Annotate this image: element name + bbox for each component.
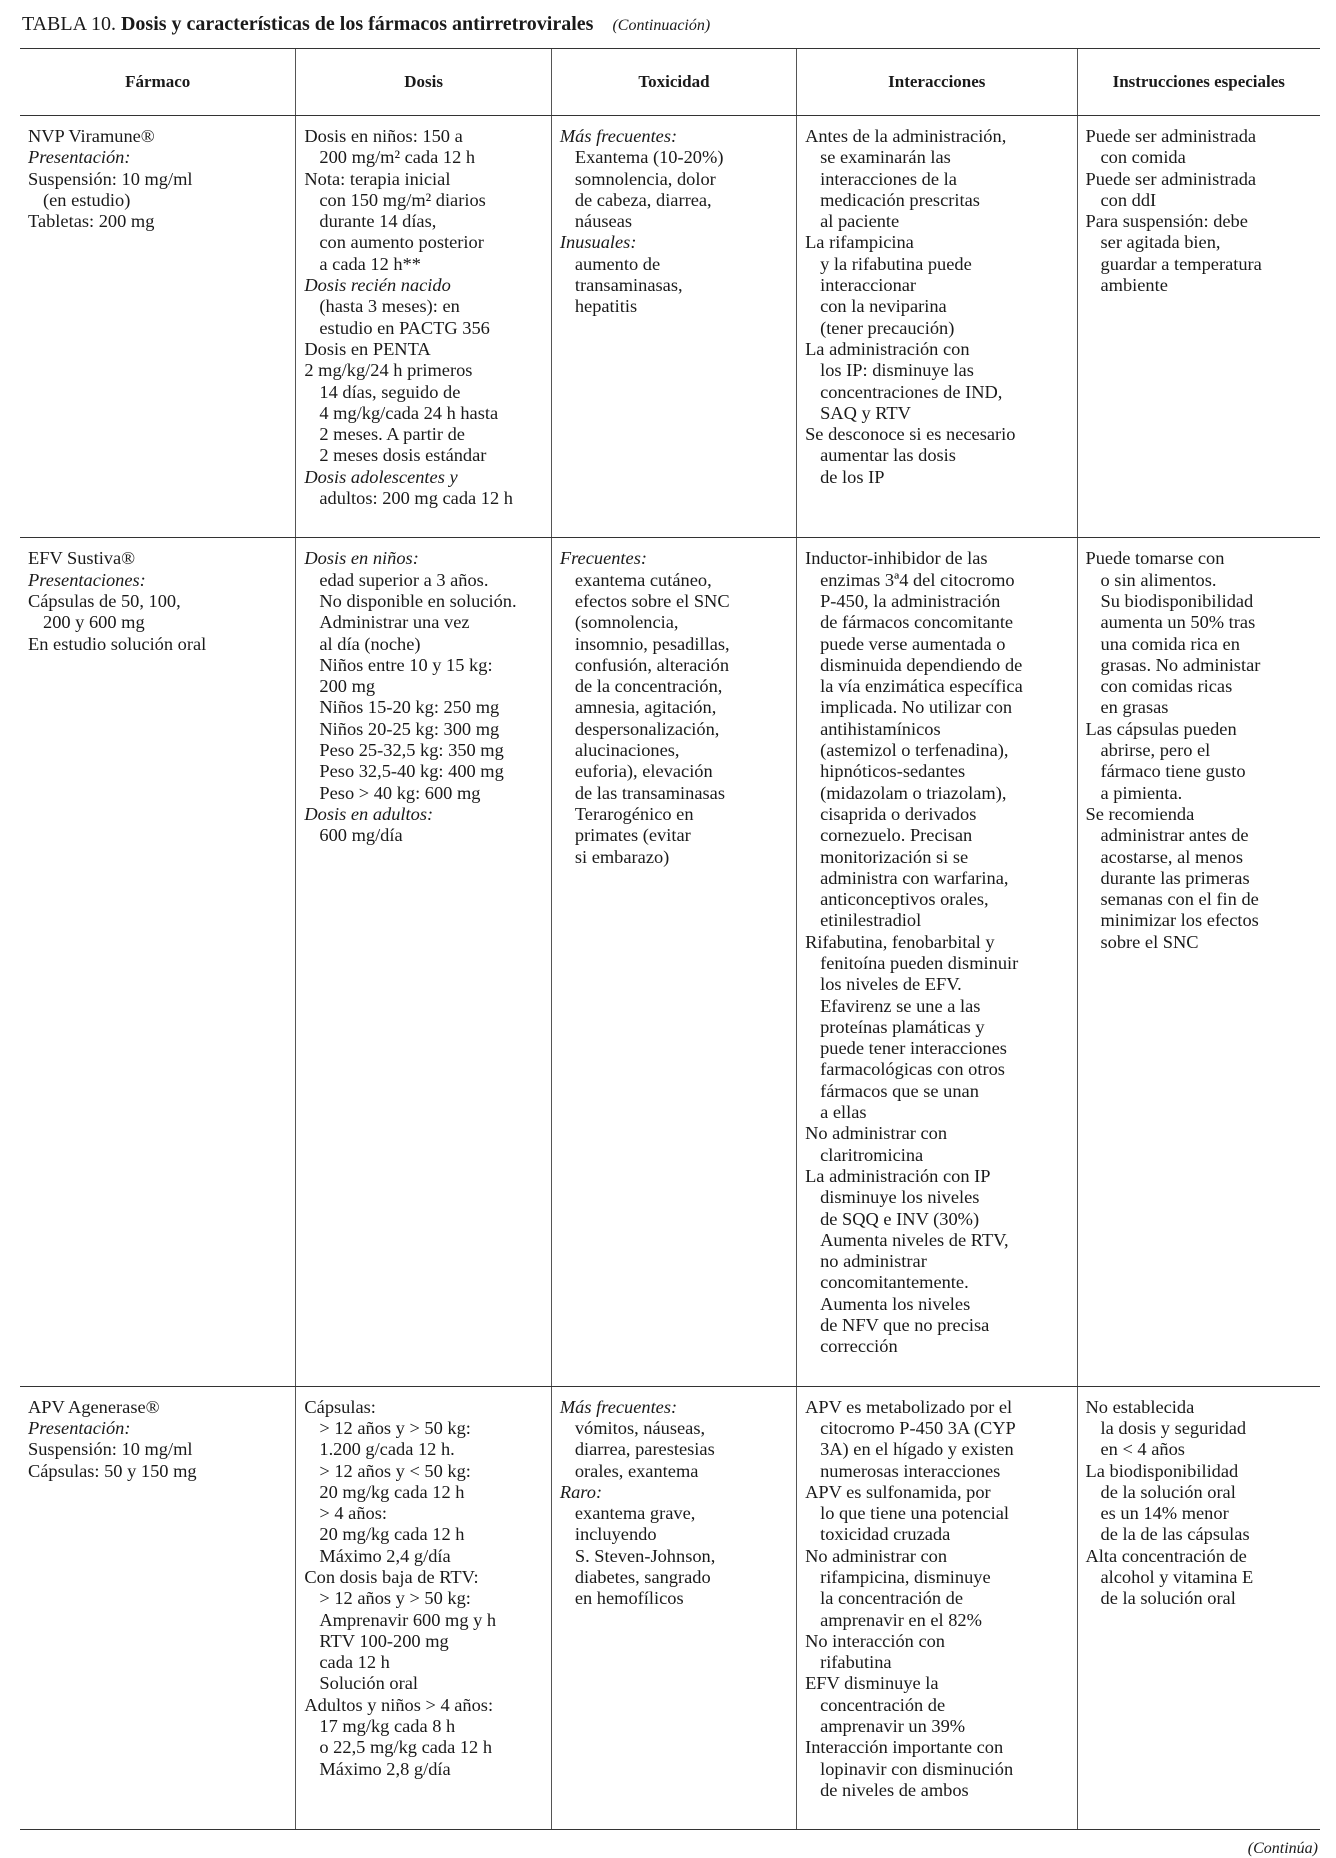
toxicidad-cell <box>551 1386 796 1830</box>
cell-text-line: aumentar las dosis <box>820 445 956 466</box>
cell-text-line: Niños 20-25 kg: 300 mg <box>319 718 500 739</box>
cell-text-line: No interacción con <box>805 1630 945 1651</box>
cell-text-line: amprenavir en el 82% <box>820 1609 982 1630</box>
cell-text-line: Peso > 40 kg: 600 mg <box>319 782 481 803</box>
cell-text-line: SAQ y RTV <box>820 402 911 423</box>
farmaco-cell <box>20 538 296 1386</box>
cell-text-line: Peso 32,5-40 kg: 400 mg <box>319 761 504 782</box>
table-number: TABLA 10. <box>22 13 116 35</box>
cell-text-line: Presentaciones: <box>28 569 146 590</box>
cell-text-line: primates (evitar <box>574 825 691 846</box>
cell-text-line: Interacción importante con <box>805 1737 1004 1758</box>
table-title: Dosis y características de los fármacos antirretrovirales <box>120 13 594 35</box>
cell-text-line: de la solución oral <box>1100 1588 1236 1609</box>
instrucciones-cell <box>1077 538 1320 1386</box>
cell-text-line: disminuida dependiendo de <box>820 654 1023 675</box>
cell-text-line: alucinaciones, <box>574 740 680 761</box>
cell-text-line: adultos: 200 mg cada 12 h <box>319 488 513 509</box>
cell-text-line: APV es metabolizado por el <box>805 1396 1013 1417</box>
cell-text-line: los IP: disminuye las <box>820 360 974 381</box>
cell-text-line: vómitos, náuseas, <box>574 1417 706 1438</box>
cell-text-line: Aumenta niveles de RTV, <box>820 1229 1009 1250</box>
cell-text-line: numerosas interacciones <box>820 1460 1001 1481</box>
cell-text-line: anticonceptivos orales, <box>820 889 989 910</box>
table-row <box>20 1386 1320 1830</box>
dosis-cell <box>296 116 551 538</box>
cell-text-line: 200 mg <box>319 676 376 697</box>
cell-text-line: 600 mg/día <box>319 825 403 846</box>
cell-text-line: 14 días, seguido de <box>319 381 461 402</box>
cell-text-line: Para suspensión: debe <box>1085 211 1248 232</box>
cell-text-line: > 4 años: <box>319 1503 387 1524</box>
cell-text-line: con comida <box>1100 147 1186 168</box>
cell-text-line: Puede ser administrada <box>1085 126 1257 146</box>
cell-text-line: incluyendo <box>574 1524 657 1545</box>
cell-text-line: 17 mg/kg cada 8 h <box>319 1716 456 1737</box>
cell-text-line: 200 y 600 mg <box>43 612 145 633</box>
cell-text-line: durante las primeras <box>1100 867 1250 888</box>
cell-text-line: somnolencia, dolor <box>574 168 716 189</box>
cell-text-line: La administración con IP <box>805 1165 991 1186</box>
cell-text-line: 20 mg/kg cada 12 h <box>319 1481 465 1502</box>
dosis-cell <box>296 1386 551 1830</box>
cell-text-line: cisaprida o derivados <box>820 803 977 824</box>
cell-text-line: Cápsulas: <box>304 1396 376 1417</box>
cell-text-line: aumento de <box>574 253 661 274</box>
cell-text-line: Dosis en niños: 150 a <box>304 126 463 146</box>
cell-text-line: a pimienta. <box>1100 782 1183 803</box>
cell-text-line: rifabutina <box>820 1652 892 1673</box>
cell-text-line: Solución oral <box>319 1673 418 1694</box>
continua-note: (Continúa) <box>1247 1840 1318 1858</box>
cell-text-line: puede verse aumentada o <box>820 633 1006 654</box>
cell-text-line: los niveles de EFV. <box>820 974 962 995</box>
cell-text-line: en hemofílicos <box>574 1588 684 1609</box>
cell-text-line: de fármacos concomitante <box>820 612 1014 633</box>
cell-text-line: 4 mg/kg/cada 24 h hasta <box>319 402 499 423</box>
cell-text-line: de SQQ e INV (30%) <box>820 1208 980 1229</box>
cell-text-line: Dosis en PENTA <box>304 338 431 359</box>
cell-text-line: es un 14% menor <box>1100 1503 1229 1524</box>
cell-text-line: estudio en PACTG 356 <box>319 317 490 338</box>
cell-text-line: Peso 25-32,5 kg: 350 mg <box>319 740 504 761</box>
cell-text-line: diarrea, parestesias <box>574 1439 715 1460</box>
cell-text-line: de los IP <box>820 466 885 487</box>
cell-text-line: o 22,5 mg/kg cada 12 h <box>319 1737 493 1758</box>
cell-text-line: Presentación: <box>28 1417 131 1438</box>
cell-text-line: 3A) en el hígado y existen <box>820 1439 1014 1460</box>
cell-text-line: Frecuentes: <box>559 548 647 569</box>
cell-text-line: farmacológicas con otros <box>820 1059 1005 1080</box>
toxicidad-cell <box>551 116 796 538</box>
cell-text-line: insomnio, pesadillas, <box>574 633 730 654</box>
cell-text-line: acostarse, al menos <box>1100 846 1243 867</box>
cell-text-line: la vía enzimática específica <box>820 676 1023 697</box>
toxicidad-cell <box>551 538 796 1386</box>
cell-text-line: con comidas ricas <box>1100 676 1233 697</box>
cell-text-line: Inductor-inhibidor de las <box>805 548 988 569</box>
column-header-instrucciones: Instrucciones especiales <box>1077 49 1320 116</box>
cell-text-line: con aumento posterior <box>319 232 484 253</box>
cell-text-line: Administrar una vez <box>319 612 470 633</box>
cell-text-line: APV es sulfonamida, por <box>805 1481 991 1502</box>
cell-text-line: durante 14 días, <box>319 211 437 232</box>
cell-text-line: alcohol y vitamina E <box>1100 1567 1254 1587</box>
cell-text-line: (en estudio) <box>43 189 131 210</box>
cell-text-line: administra con warfarina, <box>820 867 1009 888</box>
cell-text-line: 2 mg/kg/24 h primeros <box>304 360 473 381</box>
cell-text-line: con 150 mg/m² diarios <box>319 189 486 210</box>
cell-text-line: Rifabutina, fenobarbital y <box>805 931 995 952</box>
cell-text-line: Las cápsulas pueden <box>1085 718 1237 739</box>
cell-text-line: hepatitis <box>574 296 638 317</box>
cell-text-line: amnesia, agitación, <box>574 697 717 718</box>
cell-text-line: Dosis en adultos: <box>304 803 434 824</box>
cell-text-line: (hasta 3 meses): en <box>319 296 460 317</box>
cell-text-line: ambiente <box>1100 275 1168 296</box>
cell-text-line: Máximo 2,8 g/día <box>319 1758 451 1779</box>
cell-text-line: se examinarán las <box>820 147 951 168</box>
cell-text-line: orales, exantema <box>574 1460 699 1481</box>
cell-text-line: La rifampicina <box>805 232 914 253</box>
cell-text-line: antihistamínicos <box>820 718 941 739</box>
cell-text-line: No administrar con <box>805 1123 948 1144</box>
cell-text-line: no administrar <box>820 1251 927 1272</box>
cell-text-line: Dosis adolescentes y <box>304 466 458 487</box>
cell-text-line: Con dosis baja de RTV: <box>304 1567 479 1587</box>
cell-text-line: Terarogénico en <box>574 803 694 824</box>
cell-text-line: Máximo 2,4 g/día <box>319 1545 451 1566</box>
table-body <box>20 116 1320 1830</box>
cell-text-line: abrirse, pero el <box>1100 740 1211 761</box>
cell-text-line: RTV 100-200 mg <box>319 1630 449 1651</box>
cell-text-line: 1.200 g/cada 12 h. <box>319 1439 455 1460</box>
cell-text-line: la concentración de <box>820 1588 964 1609</box>
cell-text-line: fenitoína pueden disminuir <box>820 952 1019 973</box>
dosis-cell <box>296 538 551 1386</box>
cell-text-line: Puede ser administrada <box>1085 168 1257 189</box>
cell-text-line: (midazolam o triazolam), <box>820 782 1007 803</box>
cell-text-line: 200 mg/m² cada 12 h <box>319 147 476 168</box>
column-header-interacciones: Interacciones <box>797 49 1077 116</box>
cell-text-line: de la solución oral <box>1100 1481 1236 1502</box>
cell-text-line: lopinavir con disminución <box>820 1758 1014 1779</box>
cell-text-line: grasas. No administar <box>1100 654 1261 675</box>
cell-text-line: minimizar los efectos <box>1100 910 1259 931</box>
cell-text-line: euforia), elevación <box>574 761 713 782</box>
cell-text-line: claritromicina <box>820 1144 924 1165</box>
cell-text-line: una comida rica en <box>1100 633 1240 654</box>
cell-text-line: Antes de la administración, <box>805 126 1007 146</box>
cell-text-line: Exantema (10-20%) <box>574 147 724 168</box>
cell-text-line: Suspensión: 10 mg/ml <box>28 1439 193 1460</box>
cell-text-line: rifampicina, disminuye <box>820 1567 991 1587</box>
cell-text-line: La biodisponibilidad <box>1085 1460 1239 1481</box>
column-header-toxicidad: Toxicidad <box>551 49 796 116</box>
cell-text-line: La administración con <box>805 338 970 359</box>
cell-text-line: Puede tomarse con <box>1085 548 1225 569</box>
antiretroviral-table <box>20 48 1320 1830</box>
farmaco-cell <box>20 116 296 538</box>
cell-text-line: Cápsulas de 50, 100, <box>28 590 181 611</box>
cell-text-line: despersonalización, <box>574 718 720 739</box>
cell-text-line: Más frecuentes: <box>559 1396 678 1417</box>
instrucciones-cell <box>1077 1386 1320 1830</box>
cell-text-line: en grasas <box>1100 697 1169 718</box>
column-header-dosis: Dosis <box>296 49 551 116</box>
cell-text-line: monitorización si se <box>820 846 969 867</box>
cell-text-line: Tabletas: 200 mg <box>28 211 155 232</box>
cell-text-line: P-450, la administración <box>820 590 1001 611</box>
cell-text-line: Más frecuentes: <box>559 126 678 146</box>
cell-text-line: (astemizol o terfenadina), <box>820 740 1009 761</box>
cell-text-line: fármacos que se unan <box>820 1080 979 1101</box>
cell-text-line: guardar a temperatura <box>1100 253 1262 274</box>
cell-text-line: Alta concentración de <box>1085 1545 1247 1566</box>
cell-text-line: y la rifabutina puede <box>820 253 972 274</box>
cell-text-line: implicada. No utilizar con <box>820 697 1013 718</box>
cell-text-line: Se desconoce si es necesario <box>805 424 1016 445</box>
cell-text-line: S. Steven-Johnson, <box>574 1545 716 1566</box>
cell-text-line: > 12 años y > 50 kg: <box>319 1588 471 1609</box>
cell-text-line: si embarazo) <box>574 846 670 867</box>
cell-text-line: edad superior a 3 años. <box>319 569 489 590</box>
cell-text-line: 2 meses. A partir de <box>319 424 465 445</box>
cell-text-line: Adultos y niños > 4 años: <box>304 1694 494 1715</box>
cell-text-line: diabetes, sangrado <box>574 1567 711 1587</box>
cell-text-line: Inusuales: <box>559 232 637 253</box>
column-header-farmaco: Fármaco <box>20 49 296 116</box>
cell-text-line: Su biodisponibilidad <box>1100 590 1254 611</box>
cell-text-line: medicación prescritas <box>820 189 980 210</box>
cell-text-line: > 12 años y < 50 kg: <box>319 1460 471 1481</box>
cell-text-line: (tener precaución) <box>820 317 955 338</box>
continuation-note: (Continuación) <box>612 17 711 34</box>
cell-text-line: Amprenavir 600 mg y h <box>319 1609 497 1630</box>
cell-text-line: ser agitada bien, <box>1100 232 1221 253</box>
cell-text-line: con la neviparina <box>820 296 947 317</box>
cell-text-line: Nota: terapia inicial <box>304 168 451 189</box>
cell-text-line: efectos sobre el SNC <box>574 590 730 611</box>
cell-text-line: corrección <box>820 1336 898 1357</box>
cell-text-line: de las transaminasas <box>574 782 725 803</box>
interacciones-cell <box>797 116 1077 538</box>
cell-text-line: exantema grave, <box>574 1503 696 1524</box>
cell-text-line: aumenta un 50% tras <box>1100 612 1256 633</box>
cell-text-line: al día (noche) <box>319 633 421 654</box>
cell-text-line: interacciones de la <box>820 168 957 189</box>
cell-text-line: en < 4 años <box>1100 1439 1185 1460</box>
cell-text-line: Suspensión: 10 mg/ml <box>28 168 193 189</box>
cell-text-line: de la concentración, <box>574 676 723 697</box>
cell-text-line: (somnolencia, <box>574 612 679 633</box>
cell-text-line: Dosis en niños: <box>304 548 419 569</box>
document-page <box>20 0 1320 1858</box>
cell-text-line: hipnóticos-sedantes <box>820 761 966 782</box>
cell-text-line: > 12 años y > 50 kg: <box>319 1417 471 1438</box>
cell-text-line: Raro: <box>559 1481 603 1502</box>
cell-text-line: de NFV que no precisa <box>820 1315 990 1336</box>
cell-text-line: exantema cutáneo, <box>574 569 712 590</box>
cell-text-line: Dosis recién nacido <box>304 275 451 296</box>
cell-text-line: NVP Viramune® <box>28 126 155 146</box>
cell-text-line: lo que tiene una potencial <box>820 1503 1010 1524</box>
cell-text-line: disminuye los niveles <box>820 1187 980 1208</box>
cell-text-line: semanas con el fin de <box>1100 889 1259 910</box>
cell-text-line: al paciente <box>820 211 900 232</box>
cell-text-line: EFV Sustiva® <box>28 548 136 569</box>
cell-text-line: de niveles de ambos <box>820 1779 969 1800</box>
cell-text-line: a ellas <box>820 1102 867 1123</box>
cell-text-line: citocromo P-450 3A (CYP <box>820 1417 1016 1438</box>
cell-text-line: fármaco tiene gusto <box>1100 761 1246 782</box>
cell-text-line: Cápsulas: 50 y 150 mg <box>28 1460 197 1481</box>
cell-text-line: En estudio solución oral <box>28 633 207 654</box>
cell-text-line: APV Agenerase® <box>28 1396 160 1417</box>
cell-text-line: No disponible en solución. <box>319 590 517 611</box>
cell-text-line: Se recomienda <box>1085 803 1195 824</box>
cell-text-line: Aumenta los niveles <box>820 1293 971 1314</box>
cell-text-line: o sin alimentos. <box>1100 569 1217 590</box>
cell-text-line: No establecida <box>1085 1396 1195 1417</box>
cell-text-line: puede tener interacciones <box>820 1038 1007 1059</box>
cell-text-line: de cabeza, diarrea, <box>574 189 712 210</box>
cell-text-line: Niños 15-20 kg: 250 mg <box>319 697 500 718</box>
cell-text-line: concentraciones de IND, <box>820 381 1003 402</box>
cell-text-line: interaccionar <box>820 275 917 296</box>
cell-text-line: concentración de <box>820 1694 946 1715</box>
cell-text-line: amprenavir un 39% <box>820 1716 966 1737</box>
cell-text-line: Presentación: <box>28 147 131 168</box>
farmaco-cell <box>20 1386 296 1830</box>
cell-text-line: Niños entre 10 y 15 kg: <box>319 654 493 675</box>
cell-text-line: 20 mg/kg cada 12 h <box>319 1524 465 1545</box>
cell-text-line: toxicidad cruzada <box>820 1524 951 1545</box>
table-row <box>20 116 1320 538</box>
cell-text-line: de la de las cápsulas <box>1100 1524 1250 1545</box>
cell-text-line: cornezuelo. Precisan <box>820 825 973 846</box>
cell-text-line: sobre el SNC <box>1100 931 1199 952</box>
table-row <box>20 538 1320 1386</box>
table-header-row <box>20 49 1320 116</box>
cell-text-line: 2 meses dosis estándar <box>319 445 487 466</box>
cell-text-line: la dosis y seguridad <box>1100 1417 1247 1438</box>
cell-text-line: No administrar con <box>805 1545 948 1566</box>
interacciones-cell <box>797 1386 1077 1830</box>
cell-text-line: etinilestradiol <box>820 910 922 931</box>
cell-text-line: enzimas 3ª4 del citocromo <box>820 569 1015 590</box>
cell-text-line: Efavirenz se une a las <box>820 995 981 1016</box>
table-caption <box>20 10 1320 40</box>
cell-text-line: concomitantemente. <box>820 1272 969 1293</box>
cell-text-line: confusión, alteración <box>574 654 730 675</box>
cell-text-line: a cada 12 h** <box>319 253 422 274</box>
cell-text-line: con ddI <box>1100 189 1157 210</box>
cell-text-line: EFV disminuye la <box>805 1673 939 1694</box>
cell-text-line: proteínas plamáticas y <box>820 1016 985 1037</box>
interacciones-cell <box>797 538 1077 1386</box>
cell-text-line: náuseas <box>574 211 633 232</box>
cell-text-line: transaminasas, <box>574 275 683 296</box>
cell-text-line: cada 12 h <box>319 1652 390 1673</box>
instrucciones-cell <box>1077 116 1320 538</box>
cell-text-line: administrar antes de <box>1100 825 1249 846</box>
